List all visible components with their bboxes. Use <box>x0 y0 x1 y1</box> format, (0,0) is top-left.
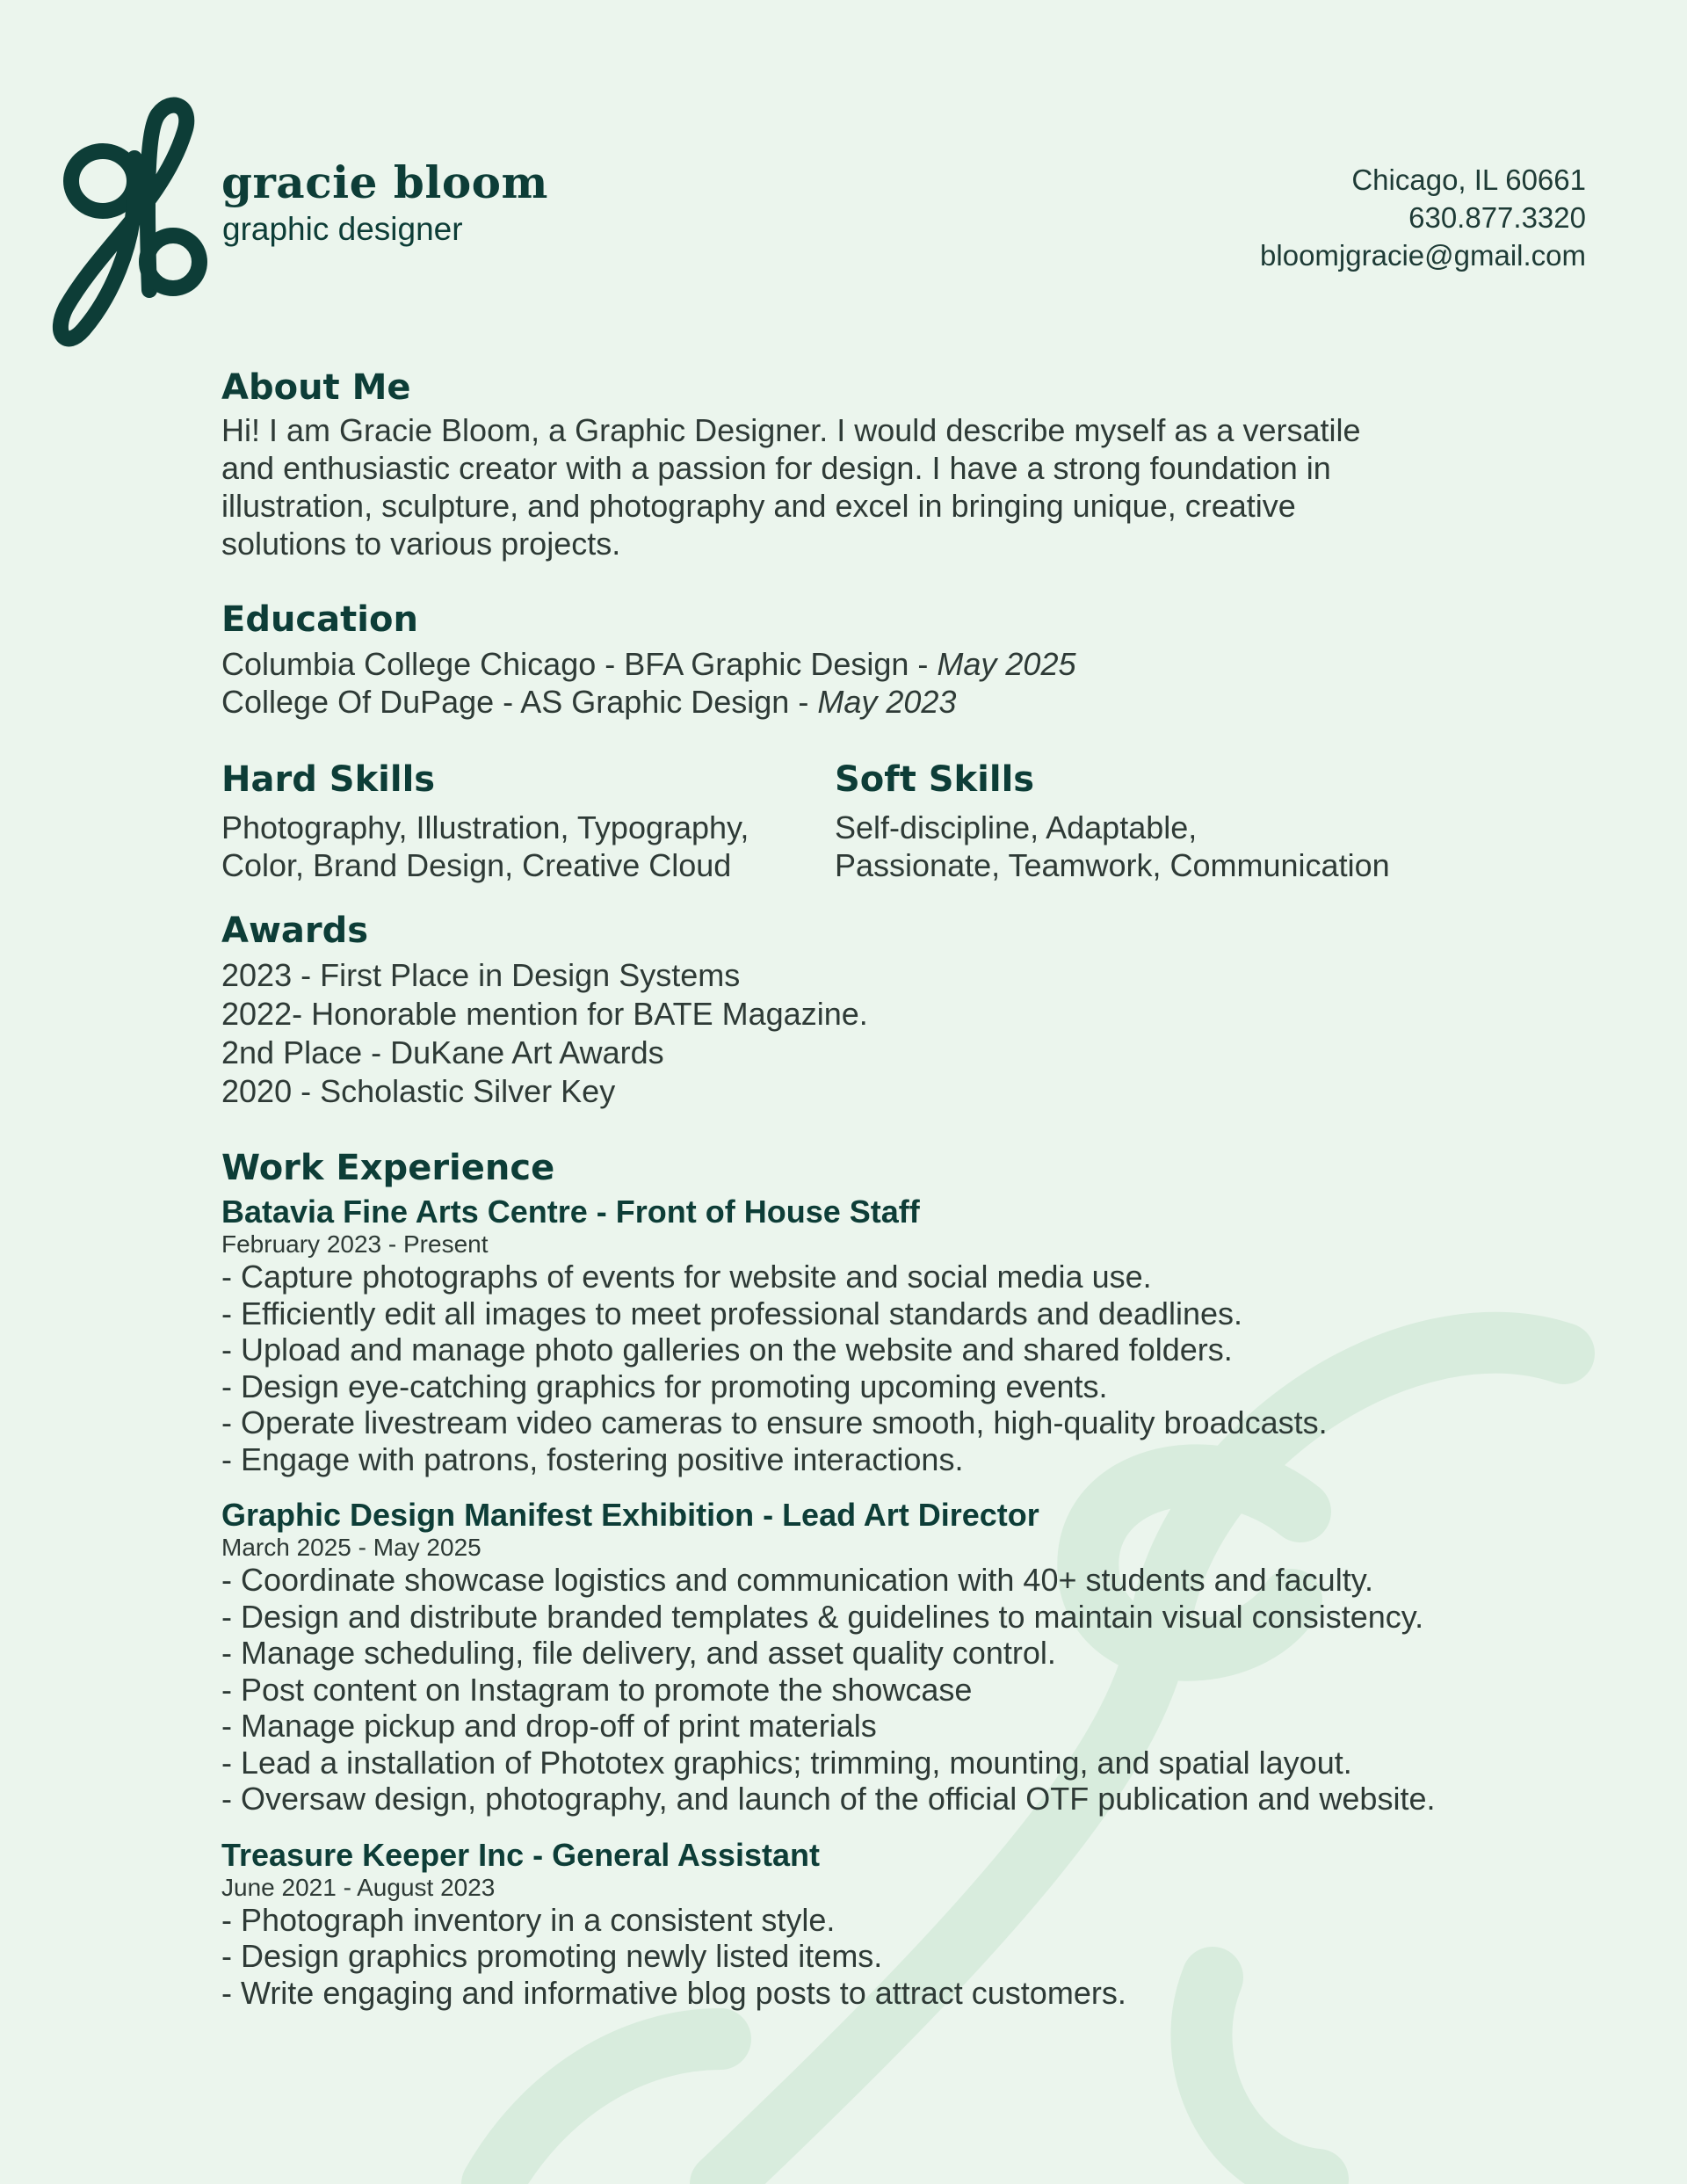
job-bullet: - Manage pickup and drop-off of print materials <box>221 1708 877 1744</box>
job-bullet: - Efficiently edit all images to meet professional standards and deadlines. <box>221 1295 1242 1331</box>
job-bullet: - Write engaging and informative blog posts to attract customers. <box>221 1974 1126 2011</box>
job-title: Graphic Design Manifest Exhibition - Lead Art Director <box>221 1497 1039 1533</box>
job-bullet: - Upload and manage photo galleries on the website and shared folders. <box>221 1331 1233 1368</box>
work-section <box>221 1148 1435 2011</box>
job-bullet: - Coordinate showcase logistics and communication with 40+ students and faculty. <box>221 1562 1374 1598</box>
job-bullet: - Lead a installation of Phototex graphics; trimming, mounting, and spatial layout. <box>221 1744 1352 1781</box>
job-bullet: - Oversaw design, photography, and launch of the official OTF publication and website. <box>221 1781 1436 1817</box>
job-bullet: - Photograph inventory in a consistent style. <box>221 1901 836 1938</box>
soft-skills-list <box>835 809 1390 884</box>
job-bullet: - Design and distribute branded templates & guidelines to maintain visual consistency. <box>221 1598 1424 1635</box>
awards-heading: Awards <box>221 911 369 951</box>
brand-name: gracie bloom <box>221 156 548 208</box>
about-section <box>221 367 1361 562</box>
about-line: and enthusiastic creator with a passion for design. I have a strong foundation in <box>221 450 1331 486</box>
about-line: Hi! I am Gracie Bloom, a Graphic Designer. I would describe myself as a versatile <box>221 412 1361 448</box>
soft-skills-line: Passionate, Teamwork, Communication <box>835 847 1390 883</box>
education-list <box>221 645 1076 721</box>
education-entry <box>221 645 1076 683</box>
job-bullet: - Design eye-catching graphics for promoting upcoming events. <box>221 1368 1108 1404</box>
job-dates: March 2025 - May 2025 <box>221 1534 481 1561</box>
job-entry <box>221 1837 1435 2012</box>
contact-location: Chicago, IL 60661 <box>1351 163 1586 196</box>
award-item: 2nd Place - DuKane Art Awards <box>221 1034 664 1070</box>
gb-logo-icon <box>48 97 224 360</box>
job-bullet: - Manage scheduling, file delivery, and asset quality control. <box>221 1635 1056 1671</box>
job-dates: February 2023 - Present <box>221 1230 489 1258</box>
education-date: May 2025 <box>937 646 1076 682</box>
award-item: 2020 - Scholastic Silver Key <box>221 1073 616 1109</box>
contact-phone[interactable]: 630.877.3320 <box>1408 201 1586 234</box>
about-text <box>221 411 1361 562</box>
hard-skills-list <box>221 809 749 884</box>
job-entry <box>221 1497 1435 1818</box>
job-bullet: - Post content on Instagram to promote the showcase <box>221 1671 973 1708</box>
award-item: 2023 - First Place in Design Systems <box>221 957 741 993</box>
job-entry <box>221 1194 1435 1477</box>
hard-skills-section <box>221 759 749 884</box>
soft-skills-heading: Soft Skills <box>835 759 1035 800</box>
hard-skills-heading: Hard Skills <box>221 759 436 800</box>
job-bullet: - Operate livestream video cameras to ensure smooth, high-quality broadcasts. <box>221 1404 1328 1440</box>
education-heading: Education <box>221 599 418 640</box>
contact-email[interactable]: bloomjgracie@gmail.com <box>1260 239 1586 272</box>
job-title: Treasure Keeper Inc - General Assistant <box>221 1836 820 1873</box>
award-item: 2022- Honorable mention for BATE Magazine. <box>221 996 868 1032</box>
contact-block <box>1260 161 1586 274</box>
education-text: College Of DuPage - AS Graphic Design - <box>221 684 818 720</box>
hard-skills-line: Photography, Illustration, Typography, <box>221 809 749 845</box>
job-title: Batavia Fine Arts Centre - Front of House Staff <box>221 1194 920 1230</box>
hard-skills-line: Color, Brand Design, Creative Cloud <box>221 847 732 883</box>
education-section <box>221 599 1076 721</box>
brand-role: graphic designer <box>222 211 463 247</box>
job-bullet: - Capture photographs of events for website and social media use. <box>221 1259 1152 1295</box>
education-entry <box>221 683 1076 721</box>
job-bullet: - Design graphics promoting newly listed items. <box>221 1938 883 1974</box>
awards-list <box>221 956 868 1111</box>
work-heading: Work Experience <box>221 1148 555 1188</box>
education-text: Columbia College Chicago - BFA Graphic Design - <box>221 646 938 682</box>
job-dates: June 2021 - August 2023 <box>221 1873 496 1901</box>
awards-section <box>221 911 868 1111</box>
soft-skills-section <box>835 759 1390 884</box>
about-heading: About Me <box>221 367 411 408</box>
about-line: solutions to various projects. <box>221 526 621 562</box>
job-bullet: - Engage with patrons, fostering positive interactions. <box>221 1440 964 1477</box>
about-line: illustration, sculpture, and photography and excel in bringing unique, creative <box>221 488 1296 524</box>
soft-skills-line: Self-discipline, Adaptable, <box>835 809 1198 845</box>
education-date: May 2023 <box>817 684 957 720</box>
